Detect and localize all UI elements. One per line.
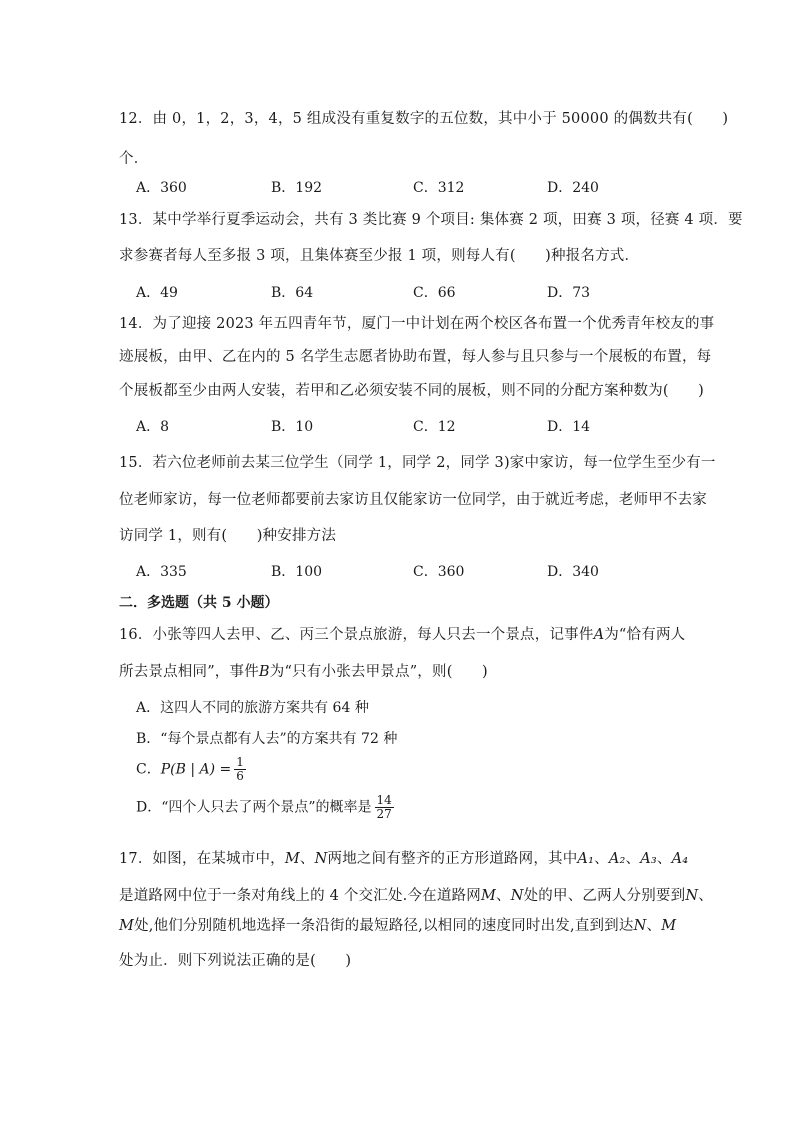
q12-line1: 12．由 0，1，2，3，4，5 组成没有重复数字的五位数，其中小于 50000 的偶数共有( ) — [119, 111, 729, 127]
q16-option-d-text: D．“四个人只去了两个景点”的概率是 — [136, 799, 372, 816]
q17-var-a4: A₄ — [671, 851, 689, 867]
q14-option-c[interactable]: C．12 — [413, 419, 456, 435]
q16-option-a[interactable]: A．这四人不同的旅游方案共有 64 种 — [136, 700, 369, 716]
q14-line1: 14．为了迎接 2023 年五四青年节，厦门一中计划在两个校区各布置一个优秀青年校友的事 — [119, 316, 715, 332]
q16-option-d-fraction — [375, 794, 394, 821]
q16-line1-text-a: 16．小张等四人去甲、乙、丙三个景点旅游，每人只去一个景点，记事件 — [119, 627, 594, 643]
q13-option-a[interactable]: A．49 — [136, 285, 178, 301]
q17-sep: 、 — [646, 918, 662, 934]
q13-option-c[interactable]: C．66 — [413, 285, 456, 301]
q17-line1 — [119, 847, 688, 868]
q17-sep: 、 — [299, 851, 315, 867]
q16-line2-text-a: 所去景点相同”，事件 — [119, 664, 259, 680]
fraction-numerator: 14 — [376, 793, 392, 807]
q17-sep: 、 — [698, 888, 713, 904]
q12-option-b[interactable]: B．192 — [271, 180, 323, 196]
q13-line2: 求参赛者每人至多报 3 项，且集体赛至少报 1 项，则每人有( )种报名方式． — [119, 248, 640, 264]
q16-option-c-label: C． — [136, 761, 161, 778]
q16-line2 — [119, 660, 488, 681]
q17-var-a1: A₁ — [577, 851, 595, 867]
q17-sep: 、 — [625, 851, 641, 867]
q17-line2 — [119, 884, 713, 905]
q17-line4: 处为止．则下列说法正确的是( ) — [119, 953, 352, 969]
q15-option-d[interactable]: D．340 — [547, 564, 599, 580]
q16-option-c-expr: P(B | A) = — [160, 761, 232, 778]
q17-line2-text-a: 是道路网中位于一条对角线上的 4 个交汇处.今在道路网 — [119, 888, 481, 904]
q14-option-b[interactable]: B．10 — [271, 419, 314, 435]
q16-line2-text-b: 为“只有小张去甲景点”，则( ) — [269, 664, 488, 680]
q15-line1: 15．若六位老师前去某三位学生（同学 1，同学 2，同学 3)家中家访，每一位学生至少有一 — [119, 455, 716, 471]
q16-line1-text-b: 为“恰有两人 — [604, 627, 686, 643]
q17-var-m: M — [661, 918, 677, 934]
q17-line1-text-a: 17．如图，在某城市中， — [119, 851, 285, 867]
fraction-denominator: 27 — [376, 807, 392, 821]
q14-option-a[interactable]: A．8 — [136, 419, 170, 435]
q13-option-b[interactable]: B．64 — [271, 285, 314, 301]
section-heading: 二．多选题（共 5 小题） — [119, 595, 279, 611]
fraction-numerator: 1 — [236, 755, 244, 769]
q15-option-a[interactable]: A．335 — [136, 564, 187, 580]
q16-var-b: B — [258, 664, 270, 680]
q17-line2-text-b: 处的甲、乙两人分别要到 — [523, 888, 686, 904]
q12-option-d[interactable]: D．240 — [547, 180, 599, 196]
q16-option-b[interactable]: B．“每个景点都有人去”的方案共有 72 种 — [136, 731, 398, 747]
q16-line1 — [119, 623, 685, 644]
q12-option-a[interactable]: A．360 — [136, 180, 187, 196]
fraction-denominator: 6 — [236, 769, 244, 783]
q13-line1: 13．某中学举行夏季运动会，共有 3 类比赛 9 个项目: 集体赛 2 项，田赛 3 项，径赛 4 项．要 — [119, 212, 743, 228]
q17-line1-text-b: 两地之间有整齐的正方形道路网，其中 — [327, 851, 578, 867]
q17-sep: 、 — [656, 851, 672, 867]
q14-option-d[interactable]: D．14 — [547, 419, 591, 435]
q17-var-m: M — [284, 851, 300, 867]
q17-var-n: N — [633, 918, 647, 934]
q14-line3: 个展板都至少由两人安装，若甲和乙必须安装不同的展板，则不同的分配方案种数为( ) — [119, 383, 705, 399]
q17-var-a2: A₂ — [608, 851, 626, 867]
q17-sep: 、 — [594, 851, 609, 867]
q17-line3 — [119, 914, 676, 935]
q16-option-c[interactable] — [136, 756, 246, 783]
q15-option-c[interactable]: C．360 — [413, 564, 465, 580]
q13-option-d[interactable]: D．73 — [547, 285, 591, 301]
q17-sep: 、 — [496, 888, 511, 904]
q17-var-n: N — [314, 851, 328, 867]
q17-var-m: M — [119, 918, 135, 934]
q17-line3-text-a: 处,他们分别随机地选择一条沿街的最短路径,以相同的速度同时出发,直到到达 — [134, 918, 634, 934]
q14-line2: 迹展板，由甲、乙在内的 5 名学生志愿者协助布置，每人参与且只参与一个展板的布置，每 — [119, 349, 712, 365]
q16-option-c-fraction — [234, 756, 246, 783]
q17-var-n: N — [685, 888, 699, 904]
q15-line3: 访同学 1，则有( )种安排方法 — [119, 528, 337, 544]
q15-option-b[interactable]: B．100 — [271, 564, 323, 580]
q15-line2: 位老师家访，每一位老师都要前去家访且仅能家访一位同学，由于就近考虑，老师甲不去家 — [119, 492, 707, 508]
q17-var-m: M — [480, 888, 497, 904]
q12-line2: 个． — [119, 151, 149, 167]
q12-option-c[interactable]: C．312 — [413, 180, 465, 196]
q16-var-a: A — [593, 627, 605, 643]
q17-var-n: N — [510, 888, 524, 904]
q16-option-d[interactable] — [136, 794, 394, 821]
q17-var-a3: A₃ — [640, 851, 657, 867]
